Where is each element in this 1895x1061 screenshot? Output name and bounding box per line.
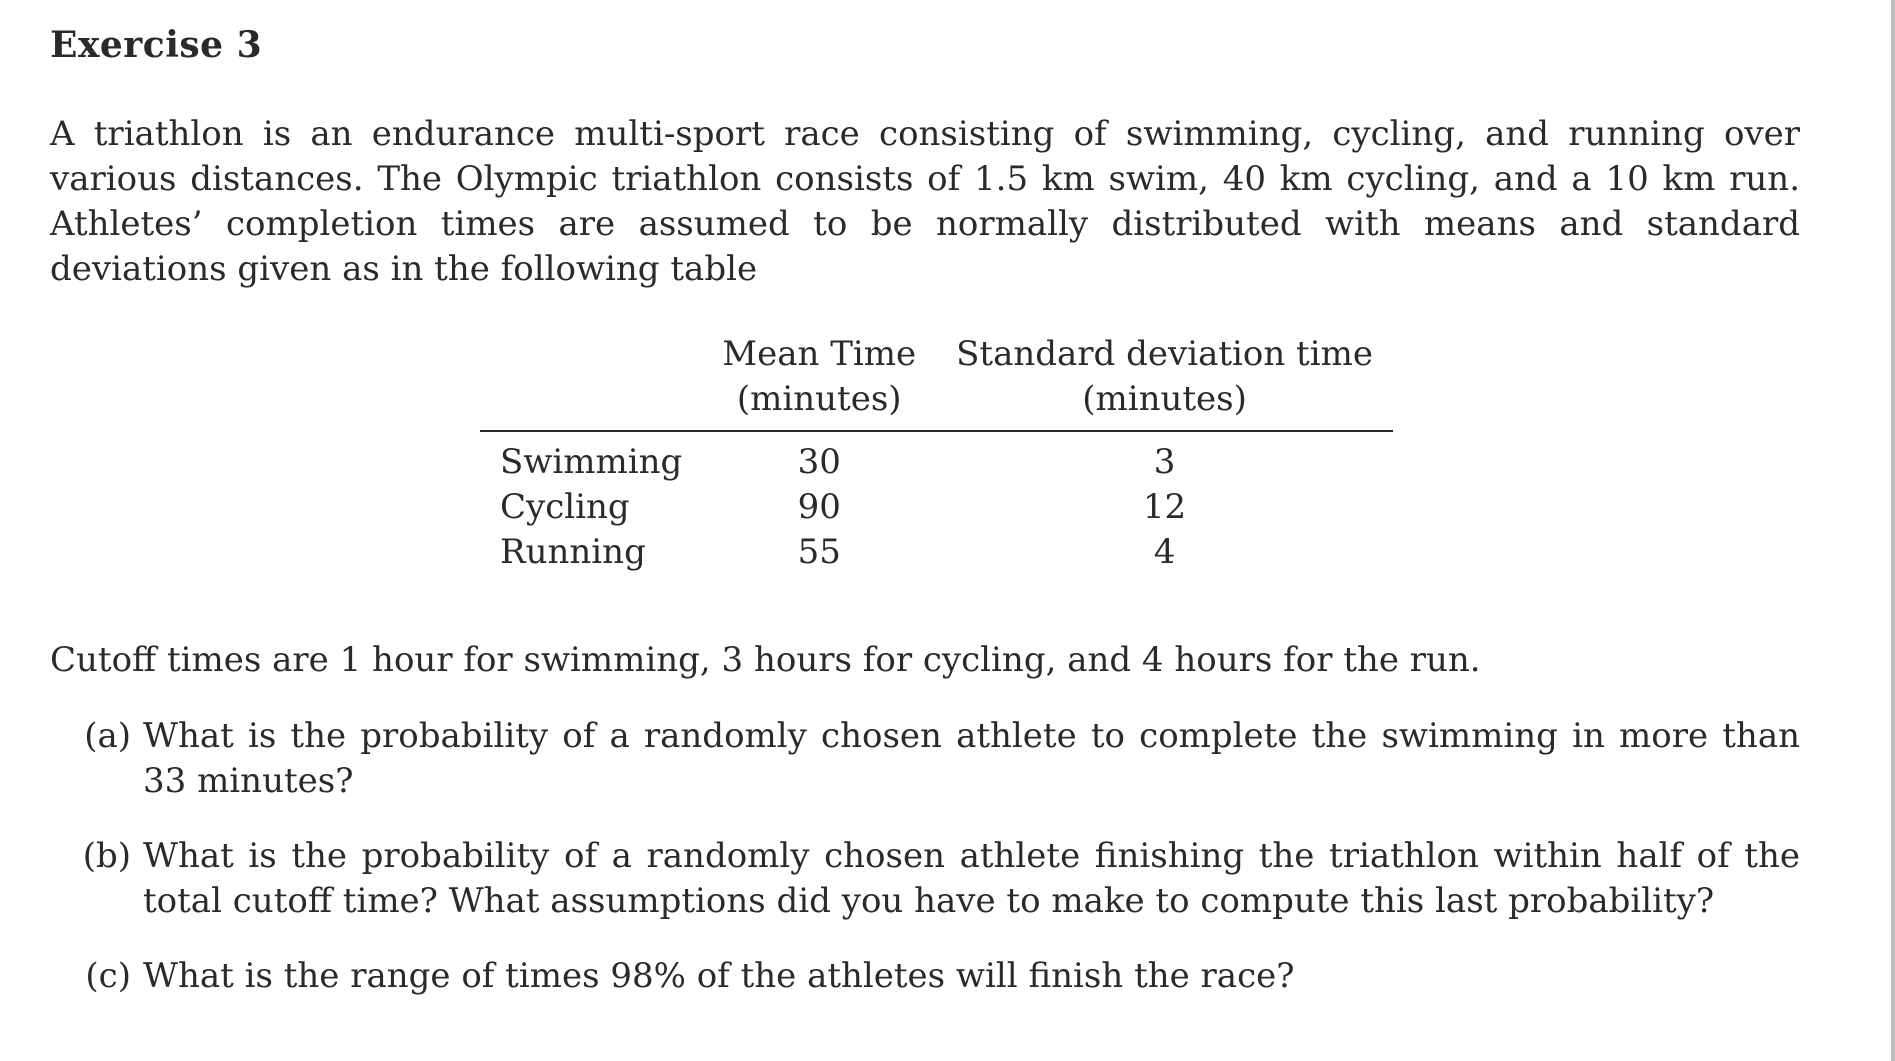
header-sd-line2: (minutes) — [1082, 379, 1247, 419]
cutoff-text: Cutoff times are 1 hour for swimming, 3 hours for cycling, and 4 hours for the run. — [50, 640, 1481, 680]
question-c — [50, 954, 1800, 999]
row-name: Cycling — [500, 487, 630, 527]
question-label: (b) — [82, 836, 131, 876]
table-row — [480, 431, 1393, 485]
row-name: Running — [500, 532, 646, 572]
table-row — [480, 485, 1393, 530]
question-text: What is the range of times 98% of the athletes will finish the race? — [143, 956, 1295, 996]
header-mean-time — [702, 332, 936, 431]
row-sd: 3 — [1153, 442, 1176, 482]
row-mean: 90 — [797, 487, 841, 527]
intro-paragraph: A triathlon is an endurance multi-sport race consisting of swimming, cycling, and running over various distances. The Olympic triathlon consists of 1.5 km swim, 40 km cycling, and a 10 km run. Athletes’ completion times are assumed to be normally distributed with means and standard deviations given as in the following table — [50, 114, 1800, 289]
stats-table — [480, 332, 1393, 575]
row-mean: 30 — [797, 442, 841, 482]
header-empty — [480, 332, 702, 431]
header-mean-line2: (minutes) — [736, 379, 902, 419]
question-b — [50, 834, 1800, 924]
table-row — [480, 530, 1393, 575]
table-header-row — [480, 332, 1393, 431]
page-edge-divider — [1891, 0, 1895, 1061]
row-name: Swimming — [500, 442, 683, 482]
row-mean: 55 — [797, 532, 841, 572]
question-text: What is the probability of a randomly chosen athlete to complete the swimming in more than 33 minutes? — [143, 716, 1800, 801]
questions-list — [50, 714, 1800, 1029]
header-sd-time — [936, 332, 1393, 431]
header-mean-line1: Mean Time — [722, 334, 917, 374]
row-sd: 12 — [1142, 487, 1187, 527]
exercise-title: Exercise 3 — [50, 24, 263, 66]
question-text: What is the probability of a randomly chosen athlete finishing the triathlon within half of the total cutoff time? What assumptions did you have to make to compute this last probability? — [143, 836, 1800, 921]
row-sd: 4 — [1153, 532, 1176, 572]
header-sd-line1: Standard deviation time — [956, 334, 1373, 374]
question-a — [50, 714, 1800, 804]
question-label: (c) — [85, 956, 131, 996]
question-label: (a) — [84, 716, 131, 756]
